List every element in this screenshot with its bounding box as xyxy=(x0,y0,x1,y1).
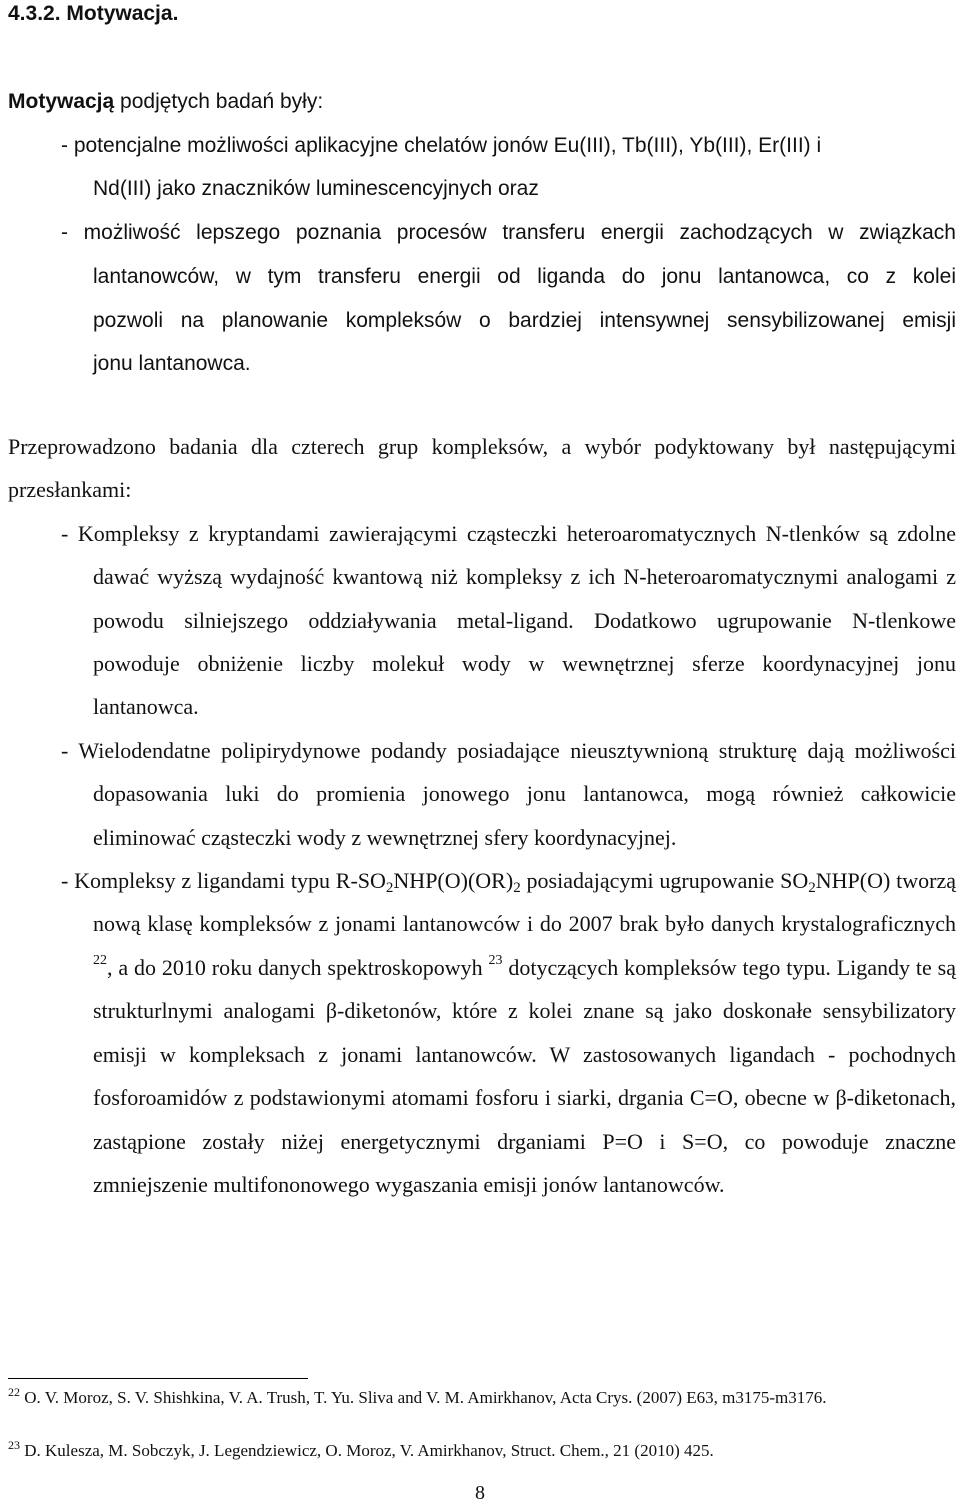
item3-text-2: NHP(O)(OR) xyxy=(393,868,514,894)
footnote-22 xyxy=(8,1385,956,1408)
footnote-ref-22[interactable]: 22 xyxy=(93,952,107,968)
motivation-bullet-2-line-2: lantanowców, w tym transferu energii od liganda do jonu lantanowca, co z kolei xyxy=(93,264,956,288)
groups-item-phosphoramides xyxy=(8,859,956,1206)
page-number: 8 xyxy=(475,1482,485,1504)
motivation-lead-bold: Motywacją xyxy=(8,90,115,113)
item3-sub-3: 2 xyxy=(808,880,816,897)
motivation-bullet-1-line-1: - potencjalne możliwości aplikacyjne chelatów jonów Eu(III), Tb(III), Yb(III), Er(III) i xyxy=(61,133,822,157)
item3-text-5: , a do 2010 roku danych spektroskopowyh xyxy=(107,954,489,980)
item3-text-6: dotyczących kompleksów tego typu. Ligandy te są strukturlnymi analogami β-diketonów, które z kolei znane są jako doskonałe sensybilizatory emisji w kompleksach z jonami lantanowców. W zastosowanych ligandach - pochodnych fosforoamidów z podstawionymi atomami fosforu i siarki, drgania C=O, obecne w β-diketonach, zastąpione zostały niżej energetycznymi drganiami P=O i S=O, co powoduje znaczne zmniejszenie multifononowego wygaszania emisji jonów lantanowców. xyxy=(93,954,956,1197)
motivation-bullet-2-line-1: - możliwość lepszego poznania procesów transferu energii zachodzących w związkach xyxy=(61,221,956,245)
item3-sub-1: 2 xyxy=(385,880,394,897)
motivation-lead-rest: podjętych badań były: xyxy=(114,90,324,113)
item3-text-3: posiadającymi ugrupowanie SO xyxy=(520,868,809,894)
item3-sub-2: 2 xyxy=(513,880,521,897)
footnote-ref-23[interactable]: 23 xyxy=(488,952,503,968)
item3-text-1: - Kompleksy z ligandami typu R-SO xyxy=(61,868,386,894)
motivation-intro xyxy=(8,80,956,124)
footnote-23-number: 23 xyxy=(8,1438,20,1452)
complex-groups-section xyxy=(8,425,956,1206)
motivation-bullet-1-line-2: Nd(III) jako znaczników luminescencyjnych oraz xyxy=(93,177,539,201)
groups-item-cryptands: - Kompleksy z kryptandami zawierającymi cząsteczki heteroaromatycznych N-tlenków są zdolne dawać wyższą wydajność kwantową niż kompleksy z ich N-heteroaromatycznymi analogami z powodu silniejszego oddziaływania metal-ligand. Dodatkowo ugrupowanie N-tlenkowe powoduje obniżenie liczby molekuł wody w wewnętrznej sferze koordynacyjnej jonu lantanowca. xyxy=(61,520,956,720)
footnote-22-text: O. V. Moroz, S. V. Shishkina, V. A. Trush, T. Yu. Sliva and V. M. Amirkhanov, Acta Crys. (2007) E63, m3175-m3176. xyxy=(20,1388,827,1407)
item3-text-4: NHP(O) tworzą nową klasę kompleksów z jonami lantanowców i do 2007 brak było danych krystalograficznych xyxy=(93,868,956,937)
groups-intro: Przeprowadzono badania dla czterech grup kompleksów, a wybór podyktowany był następującymi przesłankami: xyxy=(8,434,956,503)
motivation-bullet-2-line-4: jonu lantanowca. xyxy=(93,352,251,376)
footnote-23 xyxy=(8,1438,956,1461)
footnote-divider xyxy=(8,1378,308,1379)
section-heading: 4.3.2. Motywacja. xyxy=(8,2,179,25)
motivation-bullet-2-line-3: pozwoli na planowanie kompleksów o bardziej intensywnej sensybilizowanej emisji xyxy=(93,308,956,332)
footnote-23-text: D. Kulesza, M. Sobczyk, J. Legendziewicz, O. Moroz, V. Amirkhanov, Struct. Chem., 21 (2010) 425. xyxy=(20,1441,714,1460)
motivation-section xyxy=(8,80,956,386)
groups-item-podands: - Wielodendatne polipirydynowe podandy posiadające nieusztywnioną strukturę dają możliwości dopasowania luki do promienia jonowego jonu lantanowca, mogą również całkowicie eliminować cząsteczki wody z wewnętrznej sfery koordynacyjnej. xyxy=(61,737,956,850)
footnote-22-number: 22 xyxy=(8,1385,20,1399)
